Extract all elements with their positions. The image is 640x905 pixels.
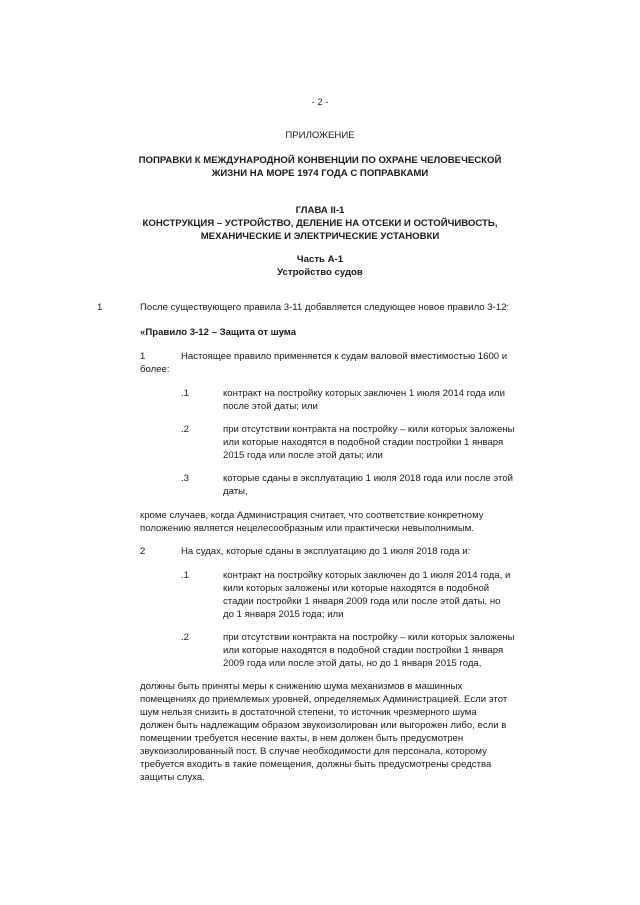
para-1-sub-2-line-3: 2015 года или после этой даты; или bbox=[223, 450, 383, 461]
para-1-sub-3-line-1: которые сданы в эксплуатацию 1 июля 2018 года или после этой bbox=[223, 473, 513, 484]
para-1-sub-2-line-1: при отсутствии контракта на постройку – кили которых заложены bbox=[223, 424, 515, 435]
para-1-sub-1-line-1: контракт на постройку которых заключен 1 июля 2014 года или bbox=[223, 388, 505, 399]
para-2-closing-line-4: должен быть надлежащим образом звукоизолирован или выгорожен либо, если в bbox=[140, 720, 507, 731]
chapter-title-line-2: МЕХАНИЧЕСКИЕ И ЭЛЕКТРИЧЕСКИЕ УСТАНОВКИ bbox=[200, 231, 440, 242]
main-title-line-1: ПОПРАВКИ К МЕЖДУНАРОДНОЙ КОНВЕНЦИИ ПО ОХРАНЕ ЧЕЛОВЕЧЕСКОЙ bbox=[138, 155, 502, 166]
para-2-sub-1-line-4: до 1 января 2015 года; или bbox=[223, 609, 344, 620]
part-title: Устройство судов bbox=[277, 267, 363, 278]
para-2-closing-line-2: помещениях до приемлемых уровней, определяемых Администрацией. Если этот bbox=[140, 694, 508, 705]
para-2-closing-line-3: шум нельзя снизить в достаточной степени, то источник чрезмерного шума bbox=[140, 707, 477, 718]
para-2-sub-1-line-2: кили которых заложены или которые находятся в подобной bbox=[223, 583, 490, 594]
para-2-closing-line-8: защиты слуха. bbox=[140, 772, 205, 783]
item-1-number: 1 bbox=[97, 302, 103, 313]
para-2-sub-2-line-2: или которые находятся в подобной стадии постройки 1 января bbox=[223, 645, 504, 656]
para-1-sub-2-number: .2 bbox=[181, 424, 190, 435]
para-2-number: 2 bbox=[140, 546, 146, 557]
para-2-sub-2-line-3: 2009 года или после этой даты, но до 1 января 2015 года, bbox=[223, 658, 482, 669]
para-1-closing-line-2: положению является нецелесообразным или практически невыполнимым. bbox=[140, 523, 475, 534]
para-1-sub-3-number: .3 bbox=[181, 473, 190, 484]
para-2-line-1: На судах, которые сданы в эксплуатацию до 1 июля 2018 года и: bbox=[181, 546, 471, 557]
chapter-label: ГЛАВА II-1 bbox=[295, 205, 345, 216]
para-1-line-1: Настоящее правило применяется к судам валовой вместимостью 1600 и bbox=[181, 351, 508, 362]
para-2-closing-line-6: звукоизолированный пост. В случае необходимости для персонала, которому bbox=[140, 746, 487, 757]
para-1-line-2: более: bbox=[140, 364, 170, 375]
chapter-title-line-1: КОНСТРУКЦИЯ – УСТРОЙСТВО, ДЕЛЕНИЕ НА ОТСЕКИ И ОСТОЙЧИВОСТЬ, bbox=[142, 218, 498, 229]
para-1-number: 1 bbox=[140, 351, 146, 362]
para-2-closing-line-1: должны быть приняты меры к снижению шума механизмов в машинных bbox=[140, 681, 463, 692]
item-1-text: После существующего правила 3-11 добавляется следующее новое правило 3-12: bbox=[140, 302, 510, 313]
para-2-sub-2-line-1: при отсутствии контракта на постройку – кили которых заложены bbox=[223, 632, 515, 643]
para-2-closing-line-5: помещении требуется несение вахты, в нем должен быть предусмотрен bbox=[140, 733, 464, 744]
para-2-sub-1-number: .1 bbox=[181, 570, 190, 581]
para-1-closing-line-1: кроме случаев, когда Администрация считает, что соответствие конкретному bbox=[140, 510, 484, 521]
page-number: - 2 - bbox=[311, 97, 329, 108]
para-2-sub-2-number: .2 bbox=[181, 632, 190, 643]
para-1-sub-1-number: .1 bbox=[181, 388, 190, 399]
main-title-line-2: ЖИЗНИ НА МОРЕ 1974 ГОДА С ПОПРАВКАМИ bbox=[211, 168, 429, 179]
para-1-sub-3-line-2: даты, bbox=[223, 486, 248, 497]
rule-heading: «Правило 3-12 – Защита от шума bbox=[140, 327, 297, 338]
part-label: Часть А-1 bbox=[296, 254, 344, 265]
annex-label: ПРИЛОЖЕНИЕ bbox=[285, 130, 355, 141]
para-1-sub-2-line-2: или которые находятся в подобной стадии постройки 1 января bbox=[223, 437, 504, 448]
para-1-sub-1-line-2: после этой даты; или bbox=[223, 401, 318, 412]
para-2-sub-1-line-1: контракт на постройку которых заключен до 1 июля 2014 года, и bbox=[223, 570, 511, 581]
para-2-sub-1-line-3: стадии постройки 1 января 2009 года или после этой даты, но bbox=[223, 596, 501, 607]
para-2-closing-line-7: требуется входить в такие помещения, должны быть предусмотрены средства bbox=[140, 759, 492, 770]
